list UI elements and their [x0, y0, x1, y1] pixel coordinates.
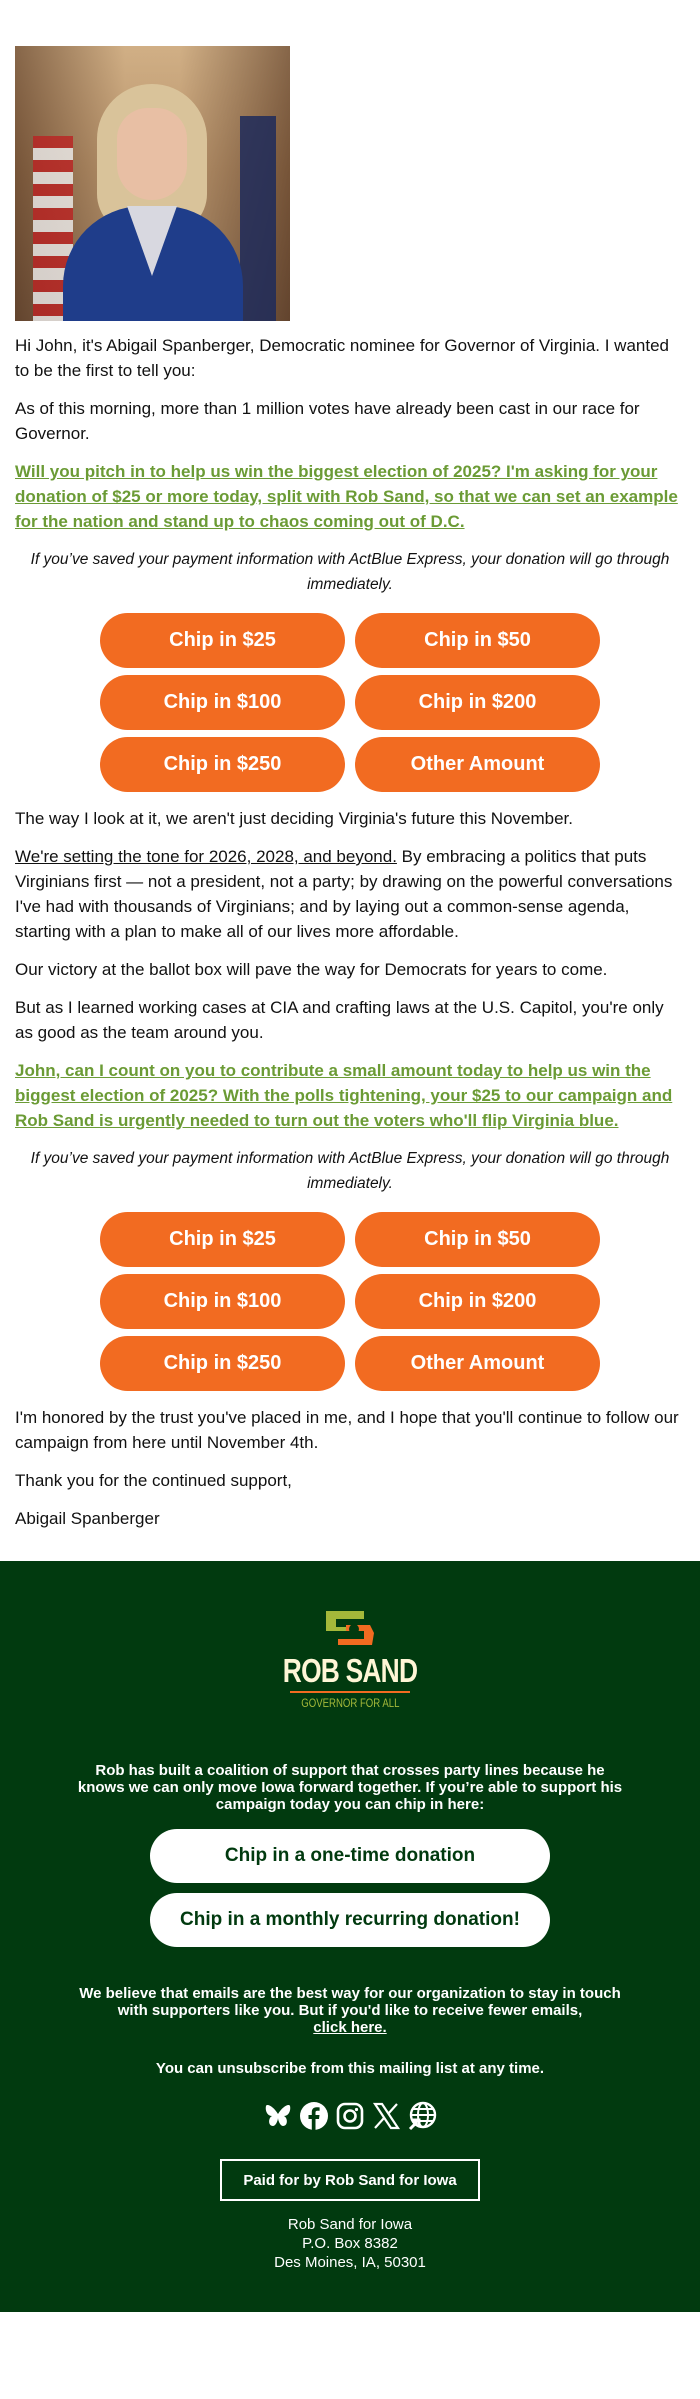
chip-button-grid-2: [100, 1212, 600, 1391]
x-icon[interactable]: [371, 2101, 401, 2131]
other-amount-button[interactable]: Other Amount: [355, 1336, 600, 1391]
donation-ask-link-2[interactable]: John, can I count on you to contribute a small amount today to help us win the biggest election of 2025? With the polls tightening, your $25 to our campaign and Rob Sand is urgently needed to turn out the voters who'll flip Virginia blue.: [15, 1061, 673, 1130]
iowa-logo-mark-icon: [324, 1611, 376, 1649]
cia-text: But as I learned working cases at CIA and crafting laws at the U.S. Capitol, you're only as good as the team around you.: [15, 998, 664, 1042]
express-note-1: If you’ve saved your payment information with ActBlue Express, your donation will go through immediately.: [30, 551, 670, 593]
chip-100-button[interactable]: Chip in $100: [100, 675, 345, 730]
chip-25-button[interactable]: Chip in $25: [100, 613, 345, 668]
rob-sand-logo: [270, 1611, 430, 1710]
signature: Abigail Spanberger: [15, 1509, 160, 1528]
express-note-2: If you’ve saved your payment information with ActBlue Express, your donation will go through immediately.: [30, 1150, 670, 1192]
chip-25-button[interactable]: Chip in $25: [100, 1212, 345, 1267]
honored-text: I'm honored by the trust you've placed in me, and I hope that you'll continue to follow our campaign from here until November 4th.: [15, 1408, 679, 1452]
one-time-donation-button[interactable]: Chip in a one-time donation: [150, 1829, 550, 1883]
instagram-icon[interactable]: [335, 2101, 365, 2131]
address-line: Des Moines, IA, 50301: [274, 2254, 426, 2271]
way-text: The way I look at it, we aren't just deciding Virginia's future this November.: [15, 809, 574, 828]
website-icon[interactable]: [407, 2101, 437, 2131]
chip-50-button[interactable]: Chip in $50: [355, 613, 600, 668]
fewer-emails-link[interactable]: click here.: [313, 2019, 387, 2036]
address-line: Rob Sand for Iowa: [287, 2216, 413, 2233]
chip-100-button[interactable]: Chip in $100: [100, 1274, 345, 1329]
logo-name: ROB SAND: [282, 1652, 418, 1689]
mailing-address: [274, 2215, 426, 2272]
bluesky-icon[interactable]: [263, 2101, 293, 2131]
address-line: P.O. Box 8382: [302, 2235, 398, 2252]
logo-arrow-line: [290, 1691, 410, 1693]
chip-200-button[interactable]: Chip in $200: [355, 675, 600, 730]
monthly-donation-button[interactable]: Chip in a monthly recurring donation!: [150, 1893, 550, 1947]
thanks-text: Thank you for the continued support,: [15, 1471, 292, 1490]
chip-250-button[interactable]: Chip in $250: [100, 737, 345, 792]
chip-250-button[interactable]: Chip in $250: [100, 1336, 345, 1391]
paid-for-box: Paid for by Rob Sand for Iowa: [220, 2159, 480, 2201]
tone-underlined: We're setting the tone for 2026, 2028, and beyond.: [15, 847, 397, 866]
emails-body: We believe that emails are the best way for our organization to stay in touch with supporters like you. But if you'd like to receive fewer emails,: [79, 1985, 621, 2019]
chip-button-grid-1: [100, 613, 600, 792]
logo-tagline: GOVERNOR FOR ALL: [300, 1696, 400, 1710]
emails-text: [70, 1985, 630, 2036]
donation-ask-link-1[interactable]: Will you pitch in to help us win the biggest election of 2025? I'm asking for your donation of $25 or more today, split with Rob Sand, so that we can set an example for the nation and stand up to chaos coming out of D.C.: [15, 462, 678, 531]
social-icons: [263, 2101, 437, 2131]
candidate-photo: [15, 46, 290, 321]
facebook-icon[interactable]: [299, 2101, 329, 2131]
tone-rest: By embracing a politics that puts Virginians first — not a president, not a party; by drawing on the powerful conversations I've had with thousands of Virginians; and by laying out a common-sense agenda, starting with a plan to make all of our lives more affordable.: [15, 847, 673, 941]
intro-text: Hi John, it's Abigail Spanberger, Democratic nominee for Governor of Virginia. I wanted to be the first to tell you:: [15, 336, 669, 380]
victory-text: Our victory at the ballot box will pave the way for Democrats for years to come.: [15, 960, 608, 979]
unsubscribe-text: You can unsubscribe from this mailing list at any time.: [155, 2060, 545, 2077]
votes-text: As of this morning, more than 1 million votes have already been cast in our race for Governor.: [15, 399, 640, 443]
footer: [0, 1561, 700, 2312]
other-amount-button[interactable]: Other Amount: [355, 737, 600, 792]
coalition-text: Rob has built a coalition of support that crosses party lines because he knows we can only move Iowa forward together. If you’re able to support his campaign today you can chip in here:: [77, 1762, 623, 1813]
chip-50-button[interactable]: Chip in $50: [355, 1212, 600, 1267]
chip-200-button[interactable]: Chip in $200: [355, 1274, 600, 1329]
tone-paragraph: [15, 844, 685, 944]
